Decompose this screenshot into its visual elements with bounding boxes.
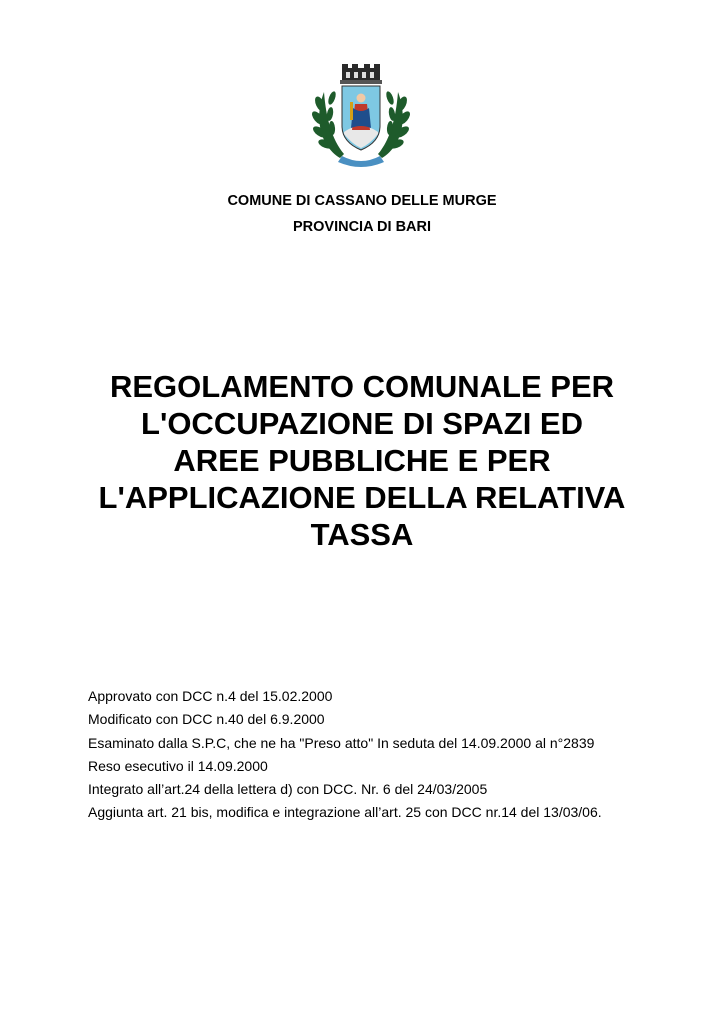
- integration-note: Integrato all’art.24 della lettera d) con DCC. Nr. 6 del 24/03/2005: [88, 781, 488, 798]
- approval-note: Approvato con DCC n.4 del 15.02.2000: [88, 688, 333, 704]
- province-name: PROVINCIA DI BARI: [292, 219, 432, 235]
- title-line: L'OCCUPAZIONE DI SPAZI ED: [141, 406, 583, 441]
- title-line: TASSA: [310, 517, 414, 552]
- title-line: REGOLAMENTO COMUNALE PER: [109, 369, 615, 404]
- municipality-name: COMUNE DI CASSANO DELLE MURGE: [227, 193, 497, 209]
- enforcement-note: Reso esecutivo il 14.09.2000: [88, 757, 268, 774]
- addition-note: Aggiunta art. 21 bis, modifica e integrazione all’art. 25 con DCC nr.14 del 13/03/06.: [88, 804, 602, 821]
- approval-notes: [88, 685, 602, 825]
- review-note: Esaminato dalla S.P.C, che ne ha "Preso atto" In seduta del 14.09.2000 al n°2839: [88, 734, 595, 751]
- document-title: [40, 368, 684, 553]
- amendment-note: Modificato con DCC n.40 del 6.9.2000: [88, 711, 325, 728]
- title-line: AREE PUBBLICHE E PER: [173, 443, 551, 478]
- coat-of-arms-icon: [310, 58, 412, 170]
- title-line: L'APPLICAZIONE DELLA RELATIVA: [98, 480, 626, 515]
